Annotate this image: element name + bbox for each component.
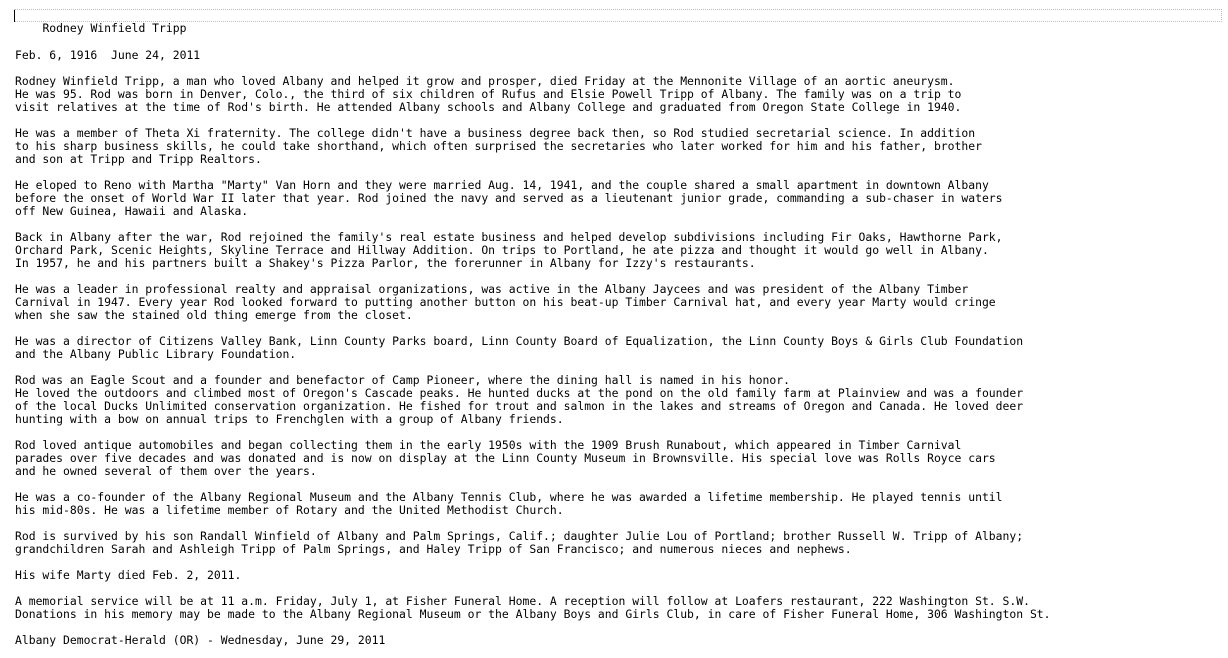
paragraph-line: when she saw the stained old thing emerge from the closet. <box>15 308 413 322</box>
text-cursor <box>14 10 15 22</box>
paragraph-line: He eloped to Reno with Martha "Marty" Van Horn and they were married Aug. 14, 1941, and the couple shared a small apartment in downtown Albany <box>15 178 989 192</box>
paragraph-line: He loved the outdoors and climbed most of Oregon's Cascade peaks. He hunted ducks at the pond on the old family farm at Plainview and was a founder <box>15 386 1024 400</box>
paragraph-line: He was a member of Theta Xi fraternity. The college didn't have a business degree back then, so Rod studied secretarial science. In addition <box>15 126 976 140</box>
paragraph-line: He was a director of Citizens Valley Bank, Linn County Parks board, Linn County Board of Equalization, the Linn County Boys & Girls Club Foundation <box>15 334 1024 348</box>
paragraph-line: A memorial service will be at 11 a.m. Friday, July 1, at Fisher Funeral Home. A reception will follow at Loafers restaurant, 222 Washington St. S.W. <box>15 594 1030 608</box>
paragraph-line: Back in Albany after the war, Rod rejoined the family's real estate business and helped develop subdivisions including Fir Oaks, Hawthorne Park, <box>15 230 1003 244</box>
source-line: Albany Democrat-Herald (OR) - Wednesday, June 29, 2011 <box>15 633 386 647</box>
paragraph-line: He was 95. Rod was born in Denver, Colo., the third of six children of Rufus and Elsie Powell Tripp of Albany. The family was on a trip to <box>15 87 962 101</box>
paragraph-line: and son at Tripp and Tripp Realtors. <box>15 152 262 166</box>
paragraph-line: of the local Ducks Unlimited conservation organization. He fished for trout and salmon in the lakes and streams of Oregon and Canada. He loved deer <box>15 399 1024 413</box>
paragraph-line: Orchard Park, Scenic Heights, Skyline Terrace and Hillway Addition. On trips to Portland, he ate pizza and thought it would go well in Albany. <box>15 243 989 257</box>
life-dates: Feb. 6, 1916 June 24, 2011 <box>15 48 201 62</box>
paragraph-line: In 1957, he and his partners built a Shakey's Pizza Parlor, the forerunner in Albany for Izzy's restaurants. <box>15 256 756 270</box>
paragraph-line: He was a leader in professional realty and appraisal organizations, was active in the Albany Jaycees and was president of the Albany Timber <box>15 282 969 296</box>
title-line[interactable] <box>14 9 1222 35</box>
paragraph-line: visit relatives at the time of Rod's birth. He attended Albany schools and Albany College and graduated from Oregon State College in 1940. <box>15 100 962 114</box>
paragraph-line: and the Albany Public Library Foundation. <box>15 347 297 361</box>
paragraph-line: his mid-80s. He was a lifetime member of Rotary and the United Methodist Church. <box>15 503 564 517</box>
document-title: Rodney Winfield Tripp <box>42 21 187 35</box>
paragraph-line: before the onset of World War II later that year. Rod joined the navy and served as a lieutenant junior grade, commanding a sub-chaser in waters <box>15 191 1003 205</box>
paragraph-line: Donations in his memory may be made to the Albany Regional Museum or the Albany Boys and Girls Club, in care of Fisher Funeral Home, 306 Washington St. <box>15 607 1051 621</box>
paragraph-line: He was a co-founder of the Albany Regional Museum and the Albany Tennis Club, where he was awarded a lifetime membership. He played tennis until <box>15 490 1003 504</box>
paragraph-line: to his sharp business skills, he could take shorthand, which often surprised the secretaries who later worked for him and his father, brother <box>15 139 982 153</box>
paragraph-line: grandchildren Sarah and Ashleigh Tripp of Palm Springs, and Haley Tripp of San Francisco; and numerous nieces and nephews. <box>15 542 852 556</box>
paragraph-line: parades over five decades and was donated and is now on display at the Linn County Museum in Brownsville. His special love was Rolls Royce cars <box>15 451 996 465</box>
paragraph-line: Rod was an Eagle Scout and a founder and benefactor of Camp Pioneer, where the dining hall is named in his honor. <box>15 373 790 387</box>
paragraph-line: Rod loved antique automobiles and began collecting them in the early 1950s with the 1909 Brush Runabout, which appeared in Timber Carnival <box>15 438 962 452</box>
paragraph-line: His wife Marty died Feb. 2, 2011. <box>15 568 242 582</box>
paragraph-line: hunting with a bow on annual trips to Frenchglen with a group of Albany friends. <box>15 412 564 426</box>
paragraph-line: and he owned several of them over the years. <box>15 464 317 478</box>
paragraph-line: Rodney Winfield Tripp, a man who loved Albany and helped it grow and prosper, died Friday at the Mennonite Village of an aortic aneurysm. <box>15 74 955 88</box>
paragraph-line: Carnival in 1947. Every year Rod looked forward to putting another button on his beat-up Timber Carnival hat, and every year Marty would cringe <box>15 295 996 309</box>
paragraph-line: off New Guinea, Hawaii and Alaska. <box>15 204 249 218</box>
paragraph-line: Rod is survived by his son Randall Winfield of Albany and Palm Springs, Calif.; daughter Julie Lou of Portland; brother Russell W. Tripp of Albany; <box>15 529 1024 543</box>
